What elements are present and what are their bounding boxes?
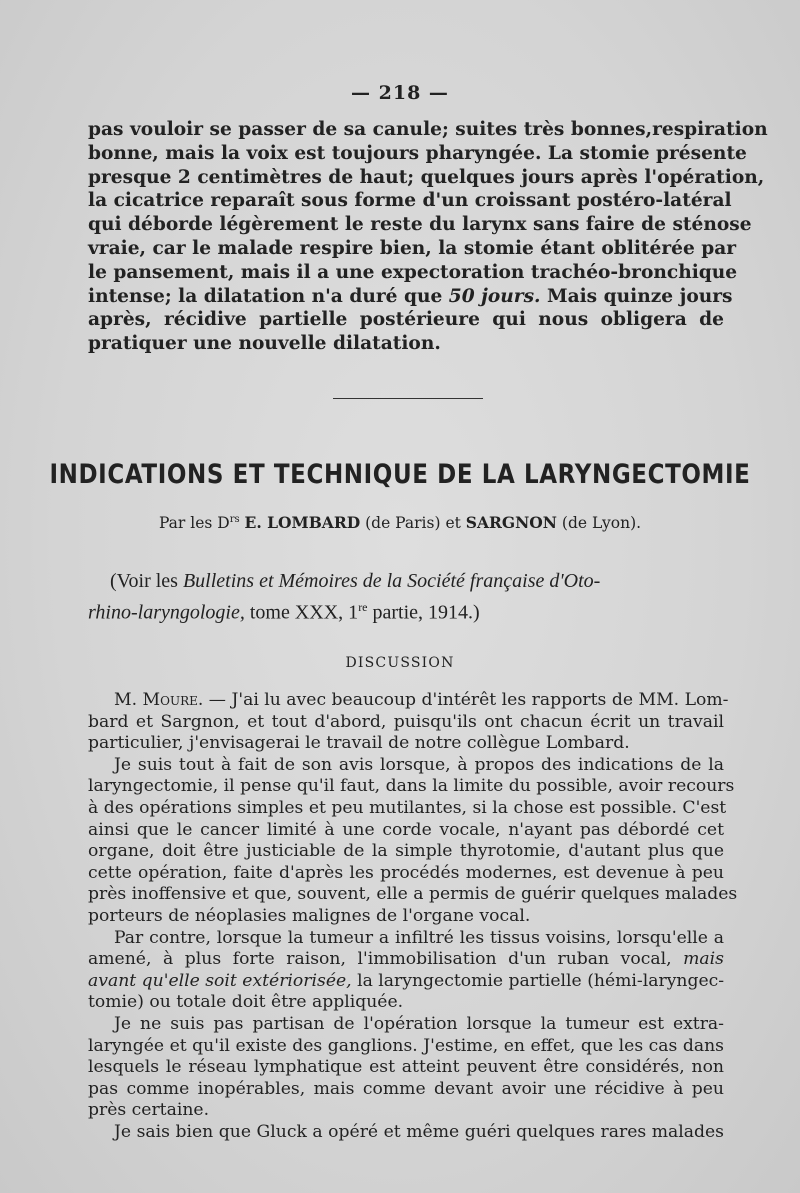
text-segment: (Voir les xyxy=(110,570,183,592)
text-line: ainsi que le cancer limité à une corde vocale, n'ayant pas débordé cet xyxy=(88,819,724,840)
section-divider xyxy=(333,398,483,399)
text-line: bonne, mais la voix est toujours pharyngée. La stomie présente xyxy=(88,142,747,164)
text-line: après, récidive partielle postérieure qui nous obligera de xyxy=(88,309,724,331)
text-line: la cicatrice reparaît sous forme d'un croissant postéro-latéral xyxy=(88,190,732,212)
text-line: organe, doit être justiciable de la simple thyrotomie, d'autant plus que xyxy=(88,841,724,862)
speaker-name: M. Moure. xyxy=(114,690,204,710)
text-line: porteurs de néoplasies malignes de l'organe vocal. xyxy=(88,905,531,926)
text-line: près certaine. xyxy=(88,1100,210,1121)
discussion-body xyxy=(88,690,738,1143)
italic-segment: mais xyxy=(683,949,724,970)
text-line: Par contre, lorsque la tumeur a infiltré les tissus voisins, lorsqu'elle a xyxy=(114,927,724,948)
text-line: pas comme inopérables, mais comme devant avoir une récidive à peu xyxy=(88,1078,724,1099)
text-line: qui déborde légèrement le reste du larynx sans faire de sténose xyxy=(88,214,752,236)
text-segment: — J'ai lu avec beaucoup d'intérêt les rapports de MM. Lom- xyxy=(203,690,729,710)
page-number: — 218 — xyxy=(351,82,449,104)
text-line xyxy=(88,971,724,993)
discussion-heading: DISCUSSION xyxy=(345,655,455,671)
text-line: près inoffensive et que, souvent, elle a permis de guérir quelques malades xyxy=(88,884,738,905)
italic-segment: rhino-laryngologie, xyxy=(88,601,245,624)
text-line: bard et Sargnon, et tout d'abord, puisqu'ils ont chacun écrit un travail xyxy=(88,711,724,732)
text-line xyxy=(88,285,733,309)
text-line: tomie) ou totale doit être appliquée. xyxy=(88,992,404,1013)
italic-segment: 50 jours. xyxy=(448,285,541,307)
text-segment: tome XXX, 1 xyxy=(244,601,359,624)
text-segment: la laryngectomie partielle (hémi-laryngec- xyxy=(351,970,725,991)
author-place: (de Paris) et xyxy=(365,514,461,532)
continued-paragraph xyxy=(88,118,768,356)
text-segment: Mais quinze jours xyxy=(540,285,733,307)
author-name: SARGNON xyxy=(465,513,557,532)
byline-prefix: Par les D xyxy=(158,514,230,532)
text-line: cette opération, faite d'après les procédés modernes, est devenue à peu xyxy=(88,862,724,883)
reference-line xyxy=(88,594,724,626)
author-place: (de Lyon). xyxy=(561,514,642,532)
author-name: E. LOMBARD xyxy=(244,513,361,532)
text-line: vraie, car le malade respire bien, la stomie étant oblitérée par xyxy=(88,237,737,259)
article-byline xyxy=(0,513,800,532)
italic-segment: avant qu'elle soit extériorisée, xyxy=(88,970,352,991)
superscript: re xyxy=(358,600,368,614)
text-line xyxy=(88,690,729,712)
text-segment: partie, 1914.) xyxy=(367,601,480,624)
text-line: pratiquer une nouvelle dilatation. xyxy=(88,333,441,355)
text-segment: intense; la dilatation n'a duré que xyxy=(88,285,449,307)
text-line: le pansement, mais il a une expectoration trachéo-bronchique xyxy=(88,261,738,283)
text-line: Je sais bien que Gluck a opéré et même guéri quelques rares malades xyxy=(114,1121,724,1142)
text-line xyxy=(88,949,724,971)
text-line: presque 2 centimètres de haut; quelques jours après l'opération, xyxy=(88,166,765,188)
text-line: Je suis tout à fait de son avis lorsque, à propos des indications de la xyxy=(114,754,724,775)
italic-segment: Bulletins et Mémoires de la Société française d'Oto- xyxy=(182,570,601,592)
text-line: pas vouloir se passer de sa canule; suites très bonnes,respiration xyxy=(88,119,768,140)
article-title: INDICATIONS ET TECHNIQUE DE LA LARYNGECTOMIE xyxy=(49,460,751,490)
reference-line xyxy=(88,568,724,594)
text-line: laryngée et qu'il existe des ganglions. J'estime, en effet, que les cas dans xyxy=(88,1035,724,1056)
text-line: Je ne suis pas partisan de l'opération lorsque la tumeur est extra- xyxy=(114,1013,724,1034)
text-line: laryngectomie, il pense qu'il faut, dans la limite du possible, avoir recours xyxy=(88,776,735,797)
byline-sup: rs xyxy=(229,513,240,525)
text-line: à des opérations simples et peu mutilantes, si la chose est possible. C'est xyxy=(88,797,727,818)
text-segment: amené, à plus forte raison, l'immobilisation d'un ruban vocal, xyxy=(88,949,684,970)
text-line: particulier, j'envisagerai le travail de notre collègue Lombard. xyxy=(88,733,630,754)
publication-reference xyxy=(88,568,724,626)
text-line: lesquels le réseau lymphatique est atteint peuvent être considérés, non xyxy=(88,1057,724,1078)
